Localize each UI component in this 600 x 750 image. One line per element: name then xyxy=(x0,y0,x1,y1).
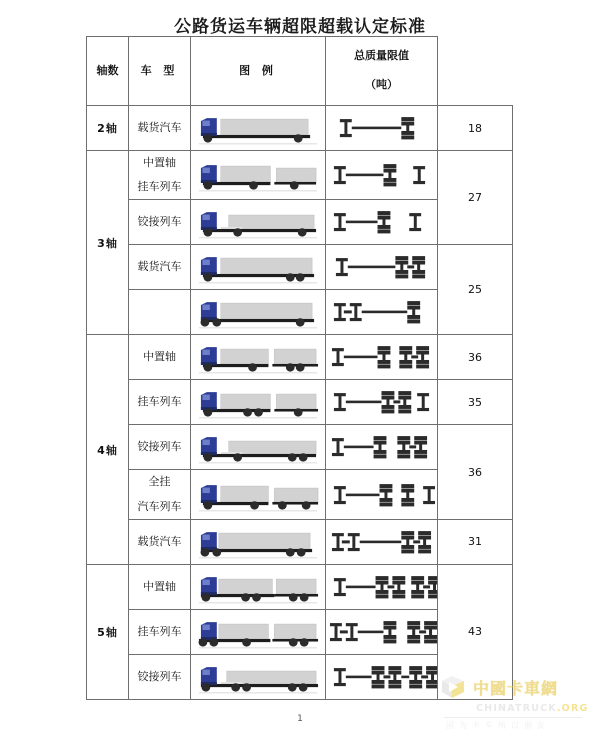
truck-illustration-cell xyxy=(191,470,326,519)
truck-illustration-cell xyxy=(191,200,326,245)
watermark-brand-row xyxy=(438,672,590,702)
vehicle-type-line: 全挂 xyxy=(148,475,171,489)
vehicle-type-cell xyxy=(129,290,191,335)
vehicle-type-line: 挂车列车 xyxy=(137,624,182,638)
vehicle-type-cell xyxy=(129,425,191,470)
truck-illustration-cell xyxy=(191,609,326,654)
table-row xyxy=(87,425,513,470)
header-mass-limit xyxy=(326,37,438,106)
mass-limit-cell: 27 xyxy=(438,151,513,245)
axle-diagram-cell xyxy=(326,290,438,335)
watermark-en-main: CHINATRUCK xyxy=(476,703,557,714)
vehicle-type-line: 载货汽车 xyxy=(137,120,182,134)
vehicle-type-line: 载货汽车 xyxy=(137,260,182,274)
watermark xyxy=(438,672,590,734)
truck-illustration-cell xyxy=(191,335,326,380)
vehicle-type-line: 中置轴 xyxy=(143,156,176,169)
axle-diagram-cell xyxy=(326,151,438,200)
vehicle-type-line: 汽车列车 xyxy=(137,499,182,513)
axle-diagram-cell xyxy=(326,380,438,425)
axle-diagram-cell xyxy=(326,564,438,609)
overload-standard-table xyxy=(86,36,513,700)
table-row xyxy=(87,380,513,425)
vehicle-type-cell xyxy=(129,654,191,699)
header-vehicle-type: 车 型 xyxy=(129,37,191,106)
vehicle-type-cell xyxy=(129,106,191,151)
header-mass-unit: （吨） xyxy=(365,78,398,91)
vehicle-type-cell xyxy=(129,245,191,290)
vehicle-type-cell xyxy=(129,380,191,425)
table-row xyxy=(87,106,513,151)
table-row xyxy=(87,245,513,290)
vehicle-type-line: 铰接列车 xyxy=(137,669,182,683)
vehicle-type-cell xyxy=(129,609,191,654)
mass-limit-cell: 18 xyxy=(438,106,513,151)
vehicle-type-line: 载货汽车 xyxy=(137,534,182,548)
chinatruck-logo-icon xyxy=(438,672,468,702)
axle-diagram-cell xyxy=(326,654,438,699)
truck-illustration-cell xyxy=(191,106,326,151)
page-title: 公路货运车辆超限超载认定标准 xyxy=(174,17,426,37)
mass-limit-cell: 36 xyxy=(438,335,513,380)
watermark-en-suffix: .ORG xyxy=(556,703,589,714)
mass-limit-cell: 43 xyxy=(438,564,513,699)
axle-diagram-cell xyxy=(326,106,438,151)
vehicle-type-line: 铰接列车 xyxy=(137,215,182,229)
truck-illustration-cell xyxy=(191,519,326,564)
table-row xyxy=(87,564,513,609)
table-body xyxy=(87,106,513,700)
truck-illustration-cell xyxy=(191,654,326,699)
vehicle-type-cell xyxy=(129,470,191,519)
mass-limit-cell: 36 xyxy=(438,425,513,519)
axle-count-cell: 4轴 xyxy=(87,335,129,564)
table-row xyxy=(87,335,513,380)
vehicle-type-cell xyxy=(129,151,191,200)
vehicle-type-cell xyxy=(129,519,191,564)
header-row xyxy=(87,37,513,106)
vehicle-type-line: 中置轴 xyxy=(143,350,176,364)
header-illustration: 图 例 xyxy=(191,37,326,106)
vehicle-type-cell xyxy=(129,200,191,245)
truck-illustration-cell xyxy=(191,290,326,335)
axle-diagram-cell xyxy=(326,425,438,470)
vehicle-type-line: 挂车列车 xyxy=(137,395,182,409)
axle-diagram-cell xyxy=(326,519,438,564)
axle-count-cell: 2轴 xyxy=(87,106,129,151)
axle-count-cell: 5轴 xyxy=(87,564,129,699)
page-number: 1 xyxy=(297,714,303,724)
truck-illustration-cell xyxy=(191,380,326,425)
truck-illustration-cell xyxy=(191,425,326,470)
axle-diagram-cell xyxy=(326,335,438,380)
axle-diagram-cell xyxy=(326,470,438,519)
truck-illustration-cell xyxy=(191,564,326,609)
watermark-en-name xyxy=(476,703,590,714)
axle-diagram-cell xyxy=(326,609,438,654)
table-header xyxy=(87,37,513,106)
mass-limit-cell: 31 xyxy=(438,519,513,564)
axle-diagram-cell xyxy=(326,245,438,290)
mass-limit-cell: 35 xyxy=(438,380,513,425)
vehicle-type-line: 铰接列车 xyxy=(137,440,182,454)
vehicle-type-cell xyxy=(129,564,191,609)
axle-diagram-cell xyxy=(326,200,438,245)
table-row xyxy=(87,519,513,564)
table-row xyxy=(87,151,513,200)
truck-illustration-cell xyxy=(191,151,326,200)
truck-illustration-cell xyxy=(191,245,326,290)
mass-limit-cell: 25 xyxy=(438,245,513,335)
axle-count-cell: 3轴 xyxy=(87,151,129,335)
header-axles: 轴数 xyxy=(87,37,129,106)
header-mass-limit-label: 总质量限值 xyxy=(354,49,409,63)
vehicle-type-line: 挂车列车 xyxy=(137,180,182,194)
vehicle-type-cell xyxy=(129,335,191,380)
watermark-tagline: 因为卡车所以朋友 xyxy=(446,721,550,730)
vehicle-type-line: 中置轴 xyxy=(143,579,176,593)
watermark-cn-name: 中國卡車網 xyxy=(473,678,559,698)
